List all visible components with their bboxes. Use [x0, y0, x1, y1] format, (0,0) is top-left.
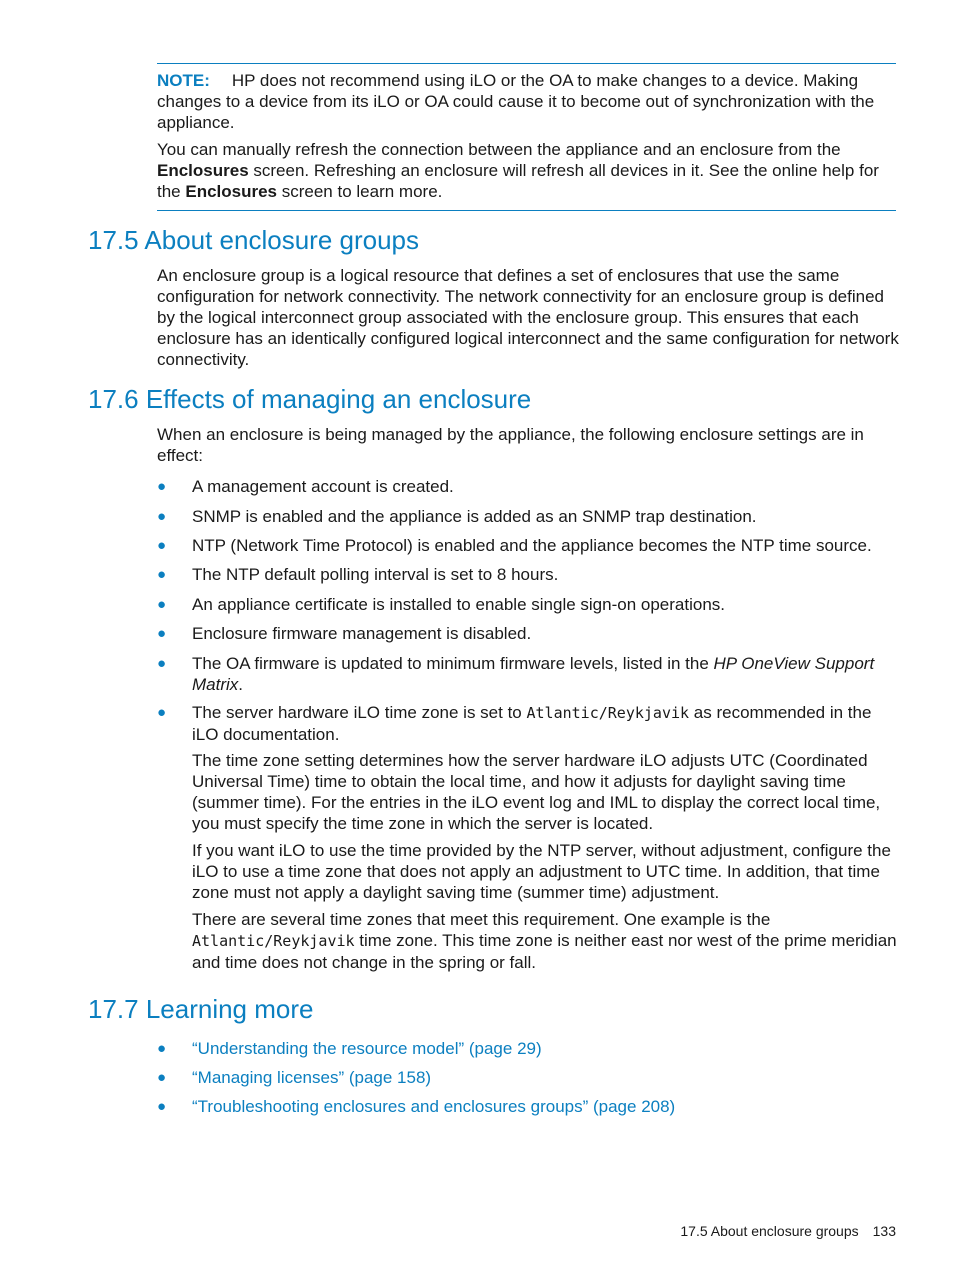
time-zone-paragraph-2: If you want iLO to use the time provided by the NTP server, without adjustment, configure the iLO to use a time zone that does not apply an adjustment to UTC time. In addition, that time zone must not apply a daylight saving time (summer time) adjustment. [192, 841, 891, 902]
bullet-dot-icon: ● [157, 704, 167, 721]
tz-text-b: as recommended in the iLO documentation. [192, 703, 872, 744]
para3-code: Atlantic/Reykjavik [192, 932, 355, 950]
bullet-dot-icon: ● [157, 566, 167, 583]
list-item-oa-firmware [157, 653, 899, 695]
list-item: ● The NTP default polling interval is set to 8 hours. [157, 565, 559, 584]
list-item: ● An appliance certificate is installed to enable single sign-on operations. [157, 595, 725, 614]
bullet-dot-icon: ● [157, 596, 167, 613]
note-paragraph-2 [157, 139, 896, 202]
note-p2-text-a: You can manually refresh the connection between the appliance and an enclosure from the [157, 140, 841, 159]
oa-text-c: . [238, 675, 244, 694]
support-matrix-title: HP OneView Support Matrix [192, 654, 875, 694]
heading-17-6: 17.6 Effects of managing an enclosure [88, 384, 532, 414]
bullet-dot-icon: ● [157, 537, 167, 554]
list-item: ● SNMP is enabled and the appliance is added as an SNMP trap destination. [157, 507, 757, 526]
page-footer [666, 1223, 896, 1239]
link-resource-model[interactable]: “Understanding the resource model” (page 29) [192, 1039, 542, 1058]
list-item: ● NTP (Network Time Protocol) is enabled and the appliance becomes the NTP time source. [157, 536, 872, 555]
list-item-time-zone [157, 702, 899, 745]
list-item: ● A management account is created. [157, 477, 454, 496]
time-zone-paragraph-1: The time zone setting determines how the server hardware iLO adjusts UTC (Coordinated Universal Time) time to obtain the local time, and how it adjusts for daylight saving time (summer time). For the entries in the iLO event log and IML to display the correct local time, you must specify the time zone in which the server is located. [192, 751, 881, 833]
oa-text-a: The OA firmware is updated to minimum firmware levels, listed in the [192, 654, 714, 673]
note-box [157, 63, 896, 211]
paragraph-17-5: An enclosure group is a logical resource that defines a set of enclosures that use the same configuration for network connectivity. The network connectivity for an enclosure group is defined by the logical interconnect group associated with the enclosure group. This ensures that each enclosure has an identically configured logical interconnect and the same configuration for network connectivity. [157, 266, 899, 369]
bullet-dot-icon: ● [157, 655, 167, 672]
bullet-dot-icon: ● [157, 625, 167, 642]
list-item: ● Enclosure firmware management is disabled. [157, 624, 532, 643]
link-managing-licenses[interactable]: “Managing licenses” (page 158) [192, 1068, 432, 1087]
footer-section: 17.5 About enclosure groups [680, 1223, 859, 1239]
note-p2-bold-a: Enclosures [157, 161, 249, 180]
list-item [157, 1096, 899, 1117]
list-item [157, 1067, 899, 1088]
note-p2-text-c: screen to learn more. [277, 182, 443, 201]
bullet-dot-icon: ● [157, 478, 167, 495]
bullet-dot-icon: ● [157, 1040, 167, 1057]
link-troubleshooting-enclosures[interactable]: “Troubleshooting enclosures and enclosures groups” (page 208) [192, 1097, 676, 1116]
bullet-dot-icon: ● [157, 1069, 167, 1086]
time-zone-paragraph-3 [192, 909, 898, 973]
para3-text-b: time zone. This time zone is neither east nor west of the prime meridian and time does not change in the spring or fall. [192, 931, 897, 972]
tz-code: Atlantic/Reykjavik [526, 704, 690, 722]
note-p2-text-b: screen. Refreshing an enclosure will refresh all devices in it. See the online help for the [157, 161, 879, 201]
heading-17-7: 17.7 Learning more [88, 994, 314, 1024]
bullet-dot-icon: ● [157, 508, 167, 525]
note-text: HP does not recommend using iLO or the OA to make changes to a device. Making changes to a device from its iLO or OA could cause it to become out of synchronization with the appliance. [157, 71, 875, 132]
note-label: NOTE: [157, 71, 210, 90]
note-p2-bold-b: Enclosures [185, 182, 278, 201]
list-item [157, 1038, 899, 1059]
bullet-dot-icon: ● [157, 1098, 167, 1115]
tz-text-a: The server hardware iLO time zone is set to [192, 703, 527, 722]
page-number: 133 [872, 1223, 896, 1239]
paragraph-17-6-intro: When an enclosure is being managed by the appliance, the following enclosure settings are in effect: [157, 425, 864, 465]
para3-text-a: There are several time zones that meet this requirement. One example is the [192, 910, 771, 929]
heading-17-5: 17.5 About enclosure groups [88, 225, 420, 255]
note-paragraph-1 [157, 70, 896, 133]
